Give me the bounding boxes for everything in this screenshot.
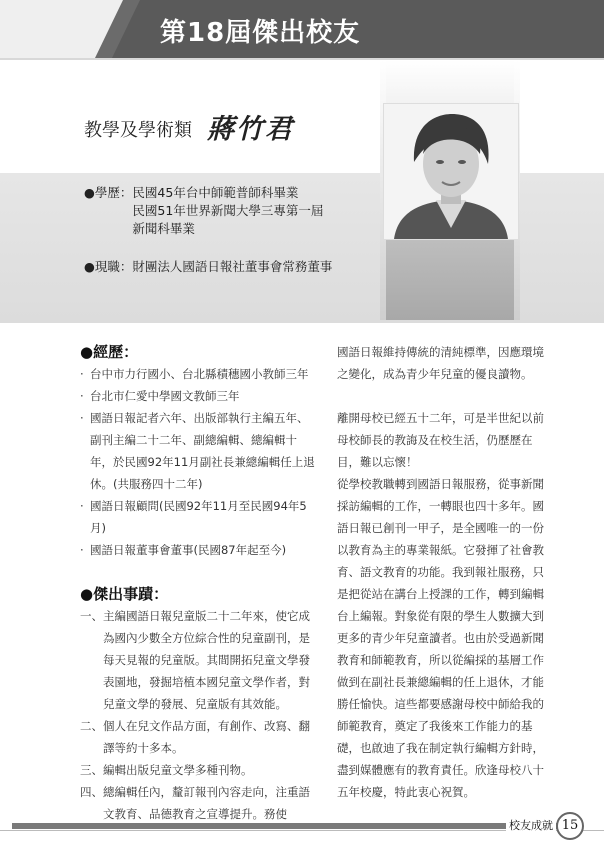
- profile-info: [84, 184, 332, 276]
- achievement-text: 總編輯任內，釐訂報刊內容走向，注重語文教育、品德教育之宣導提升。務使: [103, 785, 310, 821]
- experience-text: 國語日報顧問(民國92年11月至民國94年5月): [90, 499, 307, 535]
- achievement-text: 個人在兒文作品方面，有創作、改寫、翻譯等約十多本。: [103, 719, 310, 755]
- education-line: 新聞科畢業: [132, 221, 195, 236]
- current-position-label: ●現職：: [84, 259, 133, 274]
- paragraph-memory: 離開母校已經五十二年，可是半世紀以前母校師長的教誨及在校生活，仍歷歷在目，難以忘懷！: [337, 411, 544, 469]
- achievement-item: [80, 781, 318, 825]
- achievement-item: [80, 605, 318, 715]
- page-number: 15: [556, 812, 584, 840]
- bullet-dot: ·: [80, 411, 84, 425]
- footer-section-label: 校友成就: [506, 817, 556, 833]
- education-label: ●學歷：: [84, 185, 133, 200]
- right-column: [337, 341, 551, 803]
- portrait-illustration: [384, 104, 518, 239]
- left-column: [80, 341, 318, 825]
- paragraph-continuation: 國語日報維持傳統的清純標準，因應環境之變化，成為青少年兒童的優良讀物。: [337, 345, 544, 381]
- achievement-number: 二、: [80, 719, 103, 733]
- alumnus-name: 蔣竹君: [207, 114, 294, 145]
- current-position-row: [84, 258, 332, 276]
- achievement-number: 一、: [80, 609, 103, 623]
- bullet-dot: ·: [80, 367, 84, 381]
- achievement-text: 編輯出版兒童文學多種刊物。: [103, 763, 253, 777]
- experience-text: 台中市力行國小、台北縣積穗國小教師三年: [90, 367, 309, 381]
- experience-text: 台北市仁愛中學國文教師三年: [90, 389, 240, 403]
- paragraph-career: 從學校教職轉到國語日報服務，從事新聞採訪編輯的工作，一轉眼也四十多年。國語日報已創刊一甲子，是全國唯一的一份以教育為主的專業報紙。它發揮了社會教育、語文教育的功能。我到報社服務，只是把從站在講台上授課的工作，轉到編輯台上編報。對象從有限的學生人數擴大到更多的青少年兒童讀者。也由於受過新聞教育和師範教育，所以從編採的基層工作做到在副社長兼總編輯的任上退休，才能勝任愉快。這些都要感謝母校中師給我的師範教育，奠定了我後來工作能力的基礎，也啟迪了我在制定執行編輯方針時，盡到媒體應有的教育責任。欣逢母校八十五年校慶，特此衷心祝賀。: [337, 477, 544, 799]
- experience-item: [80, 385, 318, 407]
- footer-bar: [12, 823, 564, 829]
- experience-item: [80, 495, 318, 539]
- education-line: 民國51年世界新聞大學三專第一屆: [132, 203, 324, 218]
- bullet-dot: ·: [80, 543, 84, 557]
- experience-item: [80, 407, 318, 495]
- achievements-title: ●傑出事蹟：: [80, 585, 169, 603]
- experience-title: ●經歷：: [80, 343, 139, 361]
- education-values: [132, 184, 323, 238]
- achievement-item: [80, 715, 318, 759]
- spacer: [337, 385, 551, 407]
- achievement-item: [80, 759, 318, 781]
- experience-text: 國語日報董事會董事(民國87年起至今): [90, 543, 287, 557]
- page-title: 第18屆傑出校友: [160, 18, 361, 48]
- education-row: [84, 184, 332, 238]
- education-line: 民國45年台中師範普師科畢業: [132, 185, 299, 200]
- current-position-value: 財團法人國語日報社董事會常務董事: [132, 259, 333, 274]
- experience-item: [80, 539, 318, 561]
- award-category: 教學及學術類: [84, 120, 192, 141]
- experience-item: [80, 363, 318, 385]
- spacer: [80, 561, 318, 583]
- experience-text: 國語日報記者六年、出版部執行主編五年、副刊主編二十二年、副總編輯、總編輯十年，於民國92年11月副社長兼總編輯任上退休。(共服務四十二年): [90, 411, 315, 491]
- portrait-photo: [383, 103, 519, 240]
- bullet-dot: ·: [80, 389, 84, 403]
- achievement-number: 三、: [80, 763, 103, 777]
- achievement-text: 主編國語日報兒童版二十二年來，使它成為國內少數全方位綜合性的兒童副刊，是每天見報的兒童版。其間開拓兒童文學發表園地，發掘培植本國兒童文學作者，對兒童文學的發展、兒童版有其效能。: [103, 609, 310, 711]
- achievement-number: 四、: [80, 785, 103, 799]
- bullet-dot: ·: [80, 499, 84, 513]
